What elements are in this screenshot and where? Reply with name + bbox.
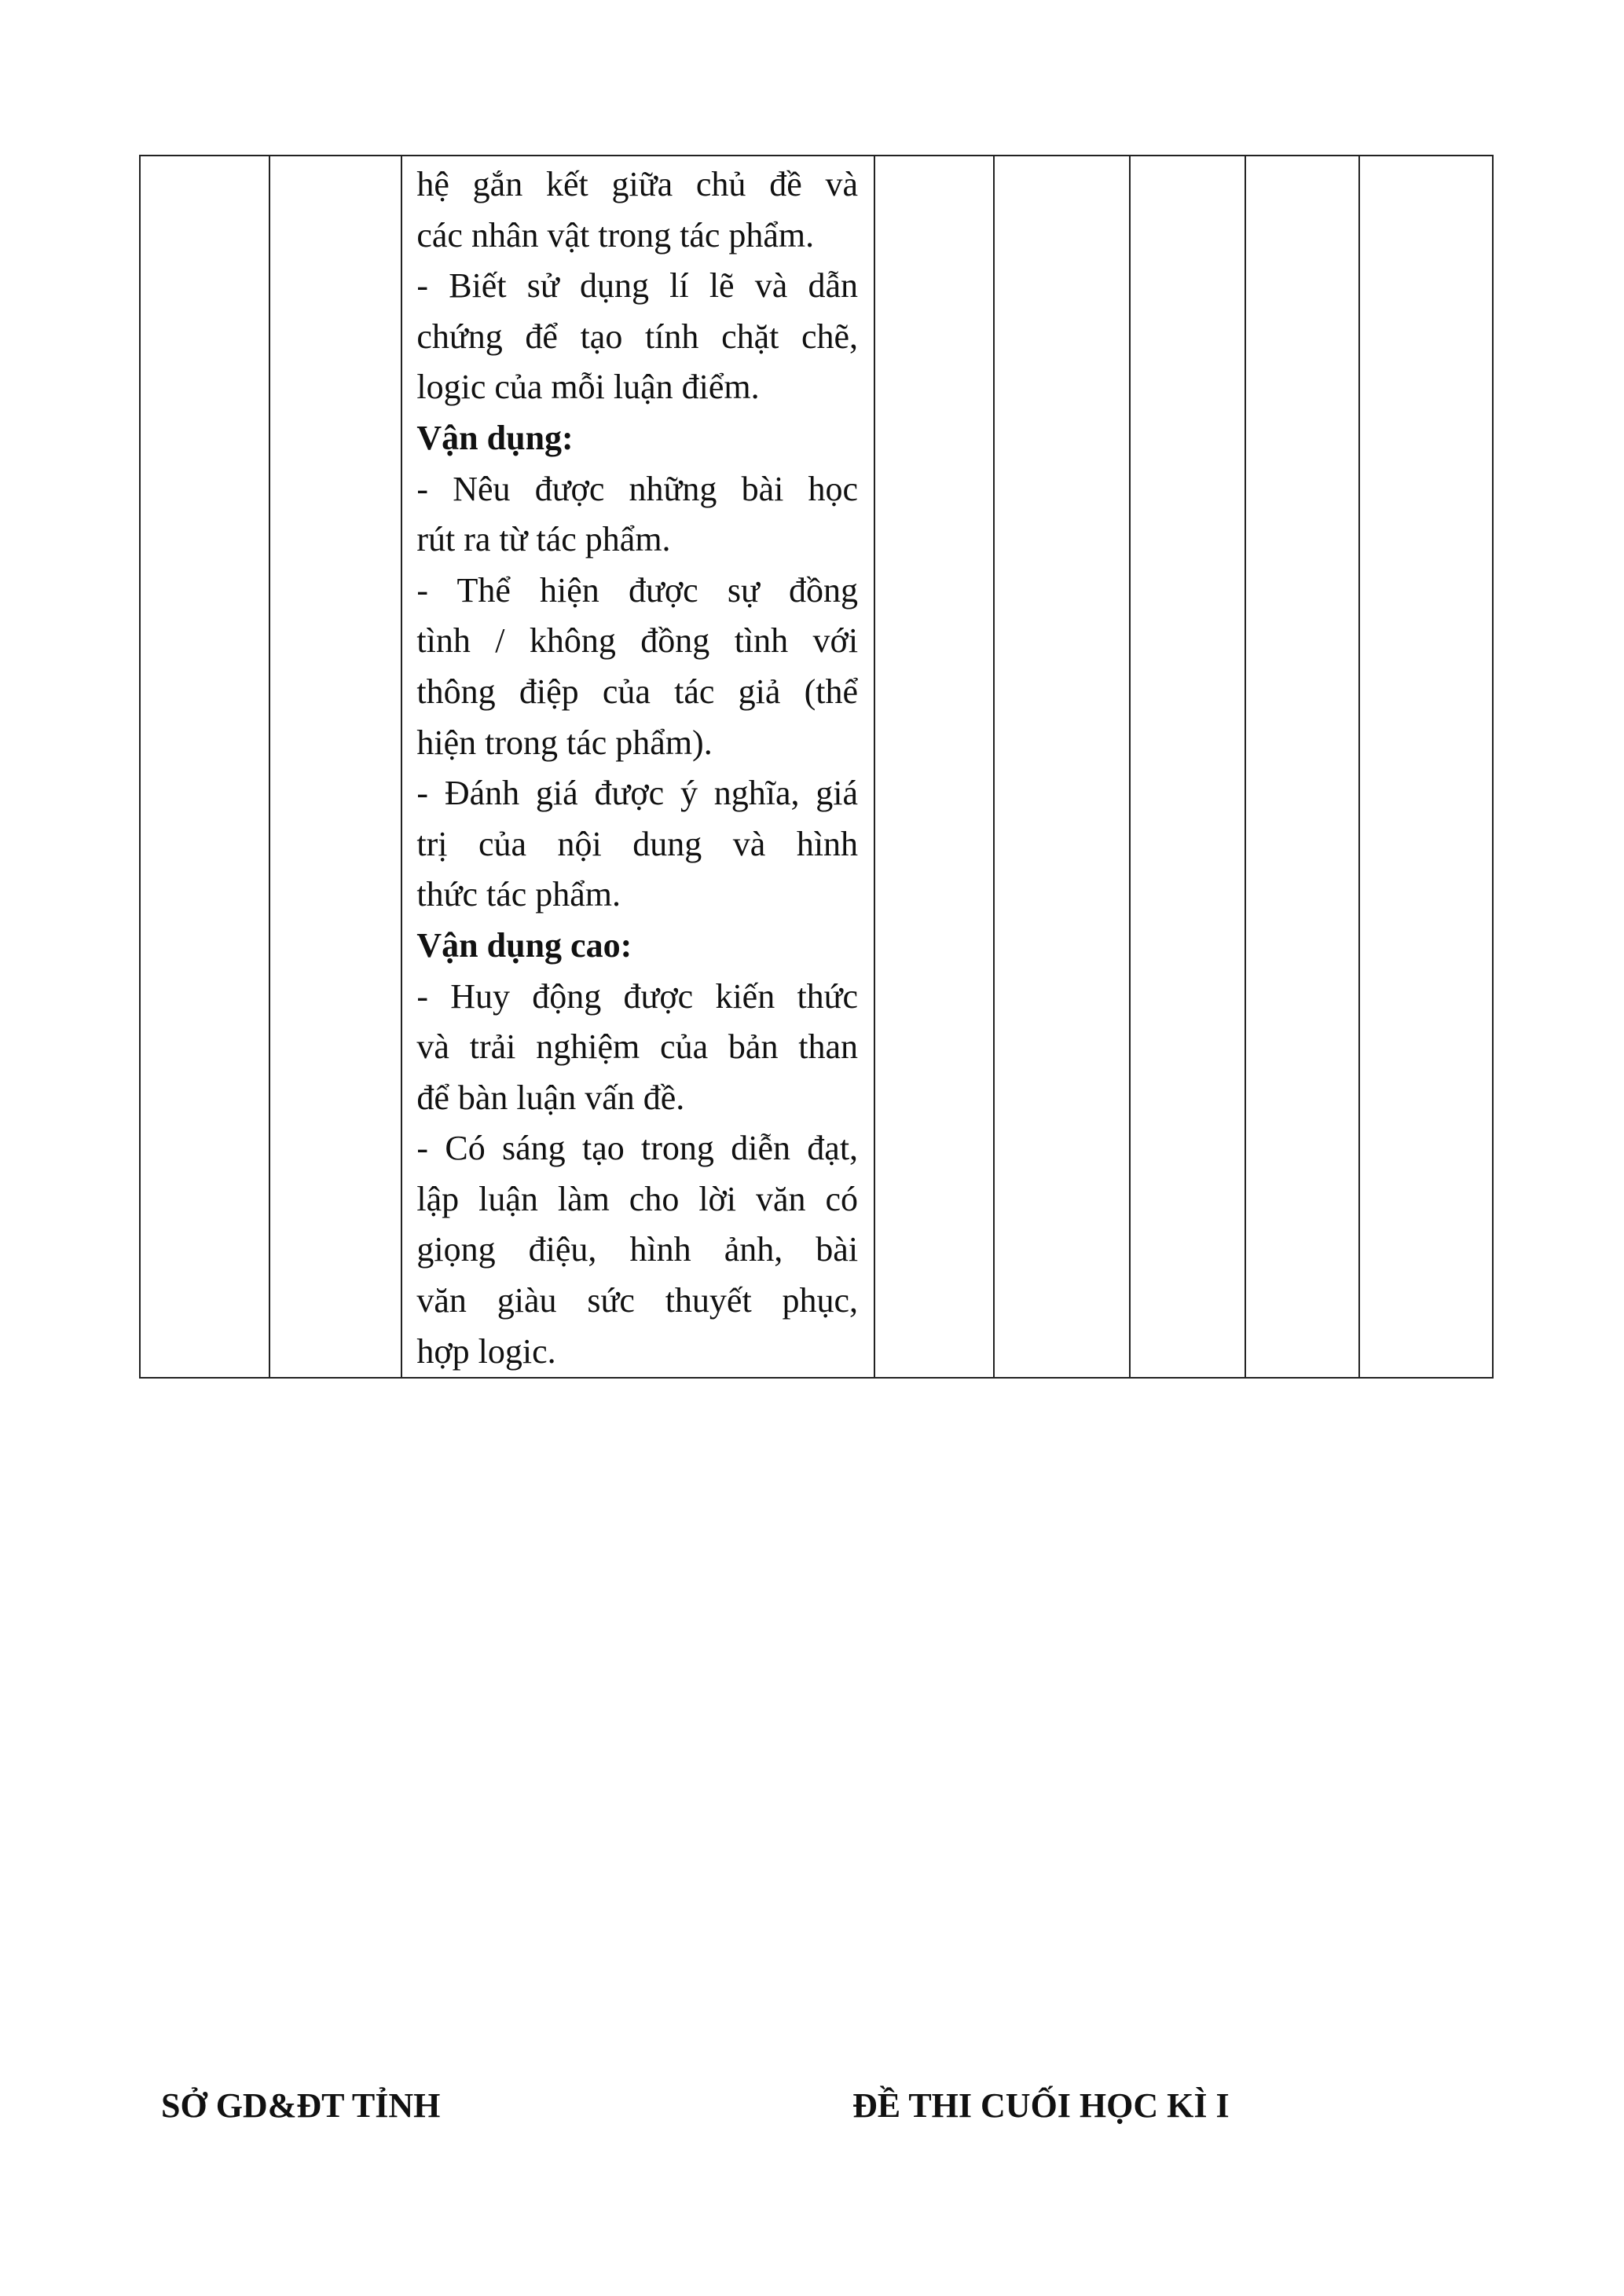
text-line: và trải nghiệm của bản than xyxy=(416,1027,859,1067)
text-line: - Thể hiện được sự đồng xyxy=(416,570,859,610)
section-heading: Vận dụng: xyxy=(416,418,574,457)
section-heading: Vận dụng cao: xyxy=(416,925,632,965)
table-row xyxy=(140,156,1493,1378)
text-line: - Huy động được kiến thức xyxy=(416,976,859,1016)
empty-cell-7 xyxy=(1245,156,1359,1378)
text-line: hệ gắn kết giữa chủ đề và xyxy=(416,165,859,203)
text-line: lập luận làm cho lời văn có xyxy=(416,1179,859,1218)
empty-cell-5 xyxy=(994,156,1130,1378)
assessment-matrix-table xyxy=(139,155,1494,1379)
text-line: trị của nội dung và hình xyxy=(416,824,859,863)
empty-cell-1 xyxy=(140,156,269,1378)
requirements-text xyxy=(402,156,874,1377)
text-line: chứng để tạo tính chặt chẽ, xyxy=(416,317,859,356)
text-line: thức tác phẩm. xyxy=(416,875,621,914)
text-line: - Đánh giá được ý nghĩa, giá xyxy=(416,774,859,813)
text-line: các nhân vật trong tác phẩm. xyxy=(416,215,815,255)
text-line: - Có sáng tạo trong diễn đạt, xyxy=(416,1129,859,1168)
text-line: - Biết sử dụng lí lẽ và dẫn xyxy=(416,266,859,306)
empty-cell-2 xyxy=(269,156,401,1378)
requirements-cell xyxy=(401,156,874,1378)
department-name: SỞ GD&ĐT TỈNH xyxy=(161,2086,441,2125)
text-line: rút ra từ tác phẩm. xyxy=(416,520,671,559)
text-line: - Nêu được những bài học xyxy=(416,469,859,508)
text-line: để bàn luận vấn đề. xyxy=(416,1078,685,1117)
text-line: hiện trong tác phẩm). xyxy=(416,723,713,762)
empty-cell-4 xyxy=(874,156,994,1378)
text-line: logic của mỗi luận điểm. xyxy=(416,368,760,407)
text-line: tình / không đồng tình với xyxy=(416,621,859,661)
text-line: thông điệp của tác giả (thể xyxy=(416,672,859,711)
exam-title: ĐỀ THI CUỐI HỌC KÌ I xyxy=(852,2086,1230,2125)
text-line: văn giàu sức thuyết phục, xyxy=(416,1281,859,1320)
text-line: hợp logic. xyxy=(416,1331,556,1371)
empty-cell-6 xyxy=(1130,156,1245,1378)
text-line: giọng điệu, hình ảnh, bài xyxy=(416,1230,859,1269)
empty-cell-8 xyxy=(1359,156,1493,1378)
